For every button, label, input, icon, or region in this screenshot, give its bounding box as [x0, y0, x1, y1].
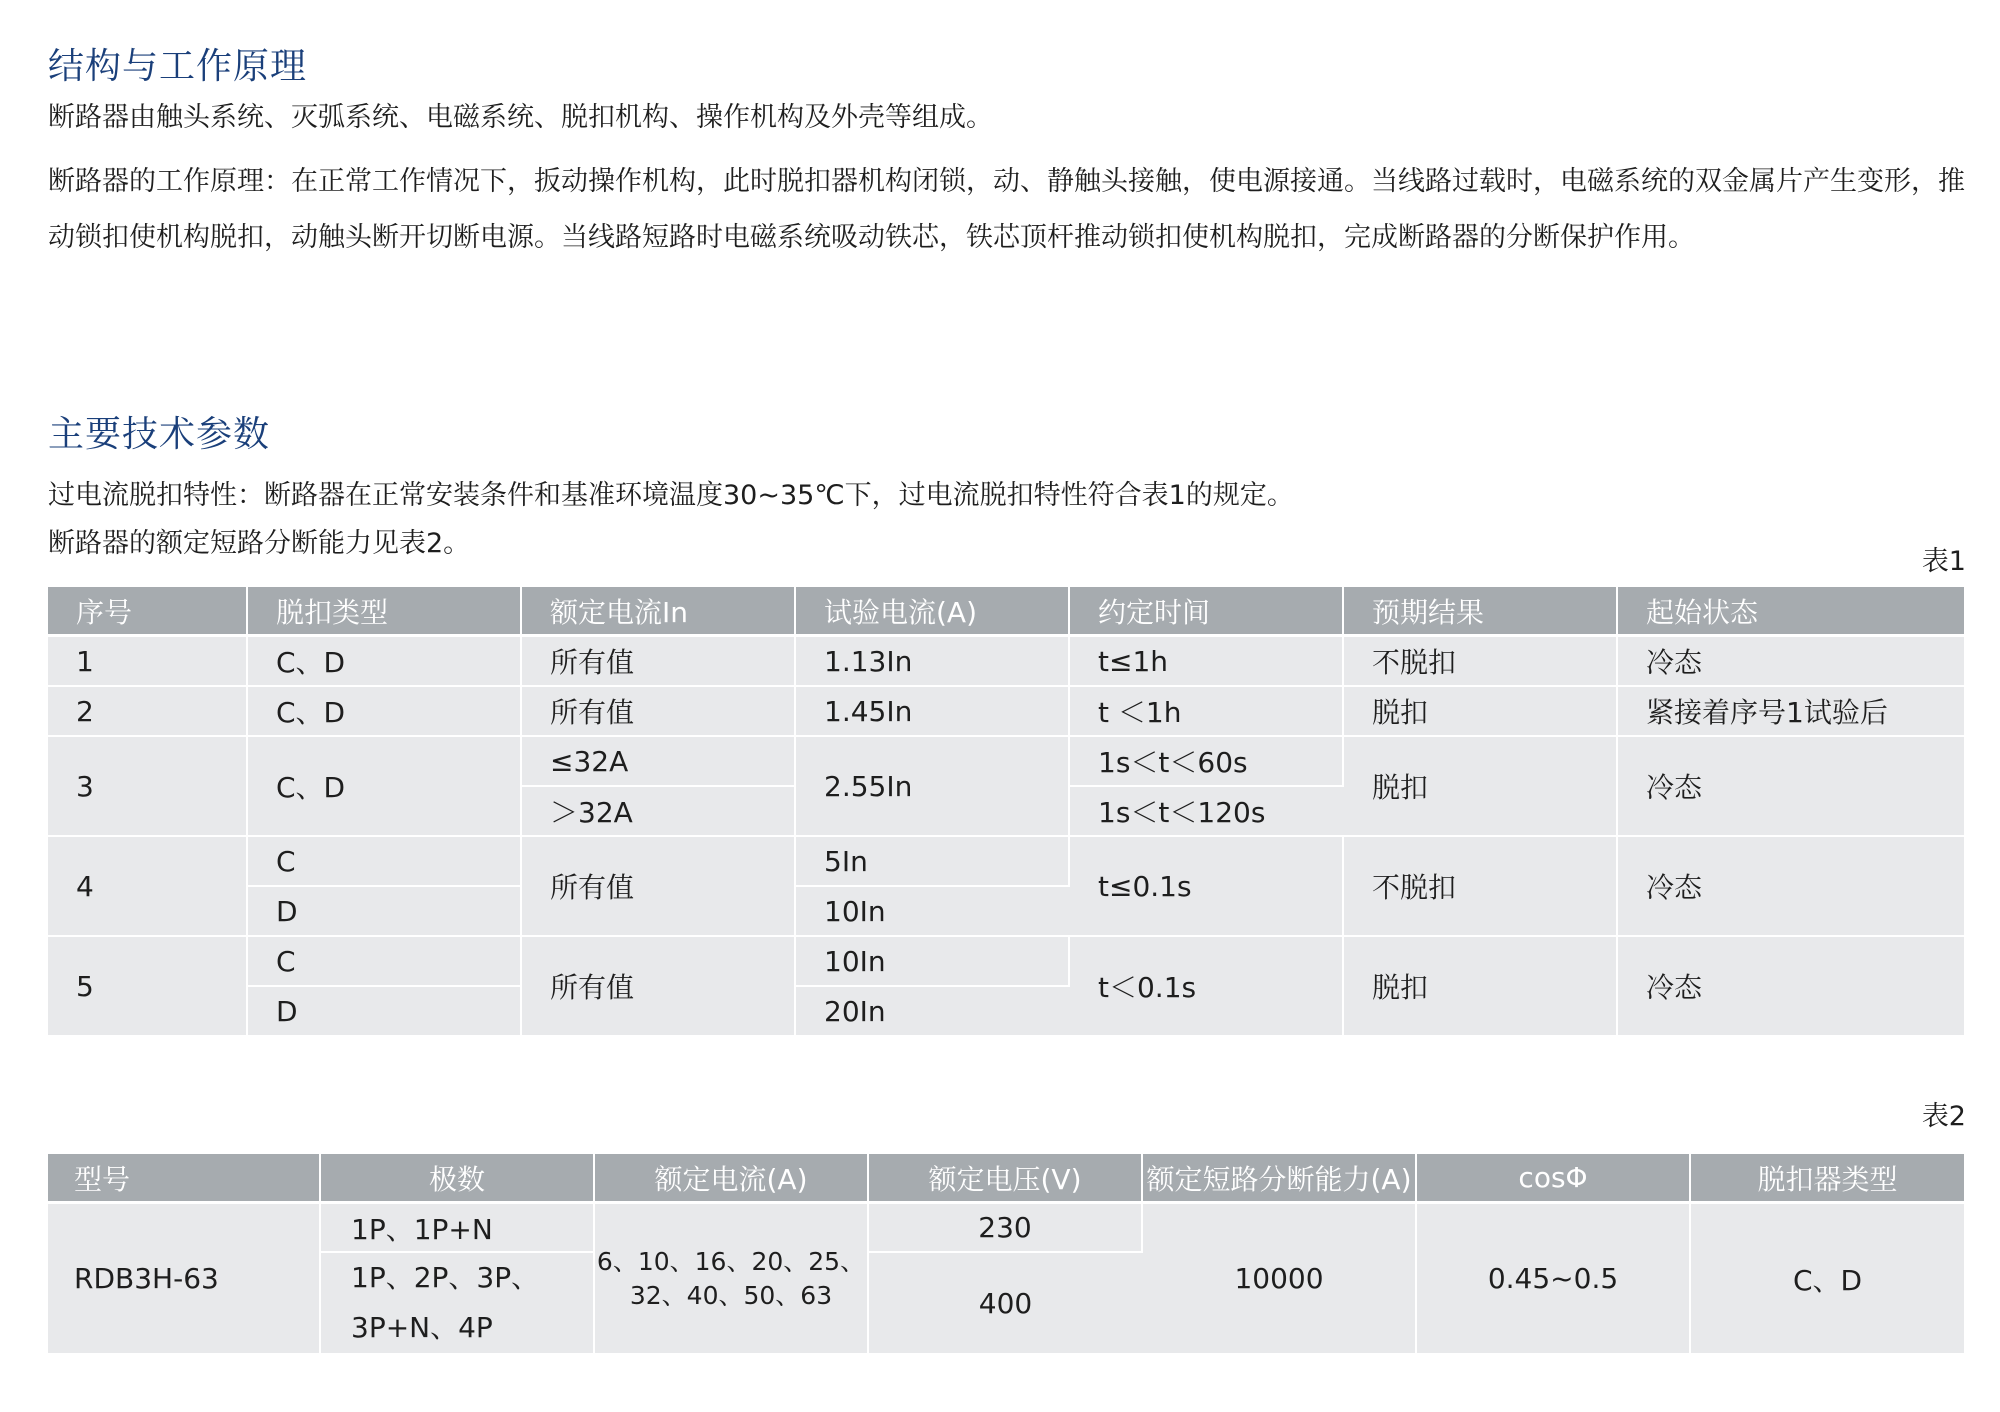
table-cell: 脱扣	[1343, 686, 1617, 736]
table2-header-poles: 极数	[320, 1154, 594, 1203]
table-row	[48, 1203, 1964, 1253]
table1-caption: 表1	[1921, 546, 1966, 577]
section-title-parameters: 主要技术参数	[48, 414, 271, 455]
voltage-cell: 230	[868, 1203, 1142, 1253]
table-cell: 紧接着序号1试验后	[1617, 686, 1964, 736]
table-cell: 20In	[795, 986, 1069, 1036]
voltage-cell: 400	[868, 1252, 1142, 1354]
table-cell: 冷态	[1617, 936, 1964, 1036]
poles-line-2: 3P+N、4P	[351, 1311, 493, 1344]
table2-header-cos-phi: cosΦ	[1416, 1154, 1690, 1203]
table-cell: 2.55In	[795, 736, 1069, 836]
table-cell: D	[247, 986, 521, 1036]
table-cell: 1s＜t＜60s	[1069, 736, 1343, 786]
table-cell: C、D	[247, 686, 521, 736]
table-cell: 脱扣	[1343, 936, 1617, 1036]
table-row	[48, 636, 1964, 687]
table-cell: t≤1h	[1069, 636, 1343, 687]
table2-caption: 表2	[1921, 1101, 1966, 1132]
currents-line-2: 32、40、50、63	[629, 1280, 833, 1310]
table1-header-trip-type: 脱扣类型	[247, 587, 521, 636]
table-cell: 所有值	[521, 636, 795, 687]
table-cell: 5	[48, 936, 247, 1036]
table-cell: 所有值	[521, 686, 795, 736]
table2-header-trip-type: 脱扣器类型	[1690, 1154, 1964, 1203]
table-cell: 脱扣	[1343, 736, 1617, 836]
table-cell: 10In	[795, 886, 1069, 936]
model-cell: RDB3H-63	[48, 1203, 320, 1355]
table1-header-result: 预期结果	[1343, 587, 1617, 636]
table-cell: 冷态	[1617, 636, 1964, 687]
table-cell: C	[247, 836, 521, 886]
table-cell: ＞32A	[521, 786, 795, 836]
cos-phi-cell: 0.45~0.5	[1416, 1203, 1690, 1355]
table-cell: 不脱扣	[1343, 636, 1617, 687]
poles-cell: 1P、1P+N	[320, 1203, 594, 1253]
table1-header-no: 序号	[48, 587, 247, 636]
table-cell: t＜0.1s	[1069, 936, 1343, 1036]
table-cell: 2	[48, 686, 247, 736]
table1-header-row	[48, 587, 1964, 636]
table2-breaking-capacity	[48, 1154, 1964, 1355]
section-title-structure: 结构与工作原理	[48, 46, 308, 87]
table-cell: C、D	[247, 736, 521, 836]
table-cell: 所有值	[521, 936, 795, 1036]
poles-cell	[320, 1252, 594, 1354]
table-cell: 不脱扣	[1343, 836, 1617, 936]
table-cell: 冷态	[1617, 836, 1964, 936]
table-cell: 1.13In	[795, 636, 1069, 687]
table1-overcurrent-trip	[48, 587, 1964, 1037]
table-cell: 10In	[795, 936, 1069, 986]
table-cell: C、D	[247, 636, 521, 687]
breaking-capacity-cell: 10000	[1142, 1203, 1416, 1355]
table2-header-breaking-capacity: 额定短路分断能力(A)	[1142, 1154, 1416, 1203]
table-cell: ≤32A	[521, 736, 795, 786]
trip-type-cell: C、D	[1690, 1203, 1964, 1355]
structure-paragraph: 断路器由触头系统、灭弧系统、电磁系统、脱扣机构、操作机构及外壳等组成。	[48, 102, 993, 133]
breaking-capacity-text: 断路器的额定短路分断能力见表2。	[48, 528, 471, 559]
table-cell: 1	[48, 636, 247, 687]
trip-characteristic-text: 过电流脱扣特性：断路器在正常安装条件和基准环境温度30~35℃下，过电流脱扣特性符合表1的规定。	[48, 480, 1294, 511]
table-cell: 1s＜t＜120s	[1069, 786, 1343, 836]
table1-header-test-current: 试验电流(A)	[795, 587, 1069, 636]
table-cell: 所有值	[521, 836, 795, 936]
table2-header-rated-voltage: 额定电压(V)	[868, 1154, 1142, 1203]
currents-cell	[594, 1203, 868, 1355]
working-principle-paragraph: 断路器的工作原理：在正常工作情况下，扳动操作机构，此时脱扣器机构闭锁，动、静触头接触，使电源接通。当线路过载时，电磁系统的双金属片产生变形，推动锁扣使机构脱扣，动触头断开切断电源。当线路短路时电磁系统吸动铁芯，铁芯顶杆推动锁扣使机构脱扣，完成断路器的分断保护作用。	[48, 166, 1965, 253]
table-cell: 冷态	[1617, 736, 1964, 836]
table-cell: C	[247, 936, 521, 986]
table1-header-rated-current: 额定电流In	[521, 587, 795, 636]
table-row	[48, 836, 1964, 886]
table-row	[48, 686, 1964, 736]
table1-header-state: 起始状态	[1617, 587, 1964, 636]
table2-header-row	[48, 1154, 1964, 1203]
table2-header-rated-current: 额定电流(A)	[594, 1154, 868, 1203]
poles-line-1: 1P、2P、3P、	[351, 1261, 540, 1294]
table-cell: 4	[48, 836, 247, 936]
table-cell: 3	[48, 736, 247, 836]
table-row	[48, 736, 1964, 786]
table-cell: 5In	[795, 836, 1069, 886]
table2-header-model: 型号	[48, 1154, 320, 1203]
table-row	[48, 936, 1964, 986]
table-cell: 1.45In	[795, 686, 1069, 736]
table-cell: t ＜1h	[1069, 686, 1343, 736]
table-cell: t≤0.1s	[1069, 836, 1343, 936]
currents-line-1: 6、10、16、20、25、	[596, 1246, 866, 1276]
table-cell: D	[247, 886, 521, 936]
table1-header-time: 约定时间	[1069, 587, 1343, 636]
